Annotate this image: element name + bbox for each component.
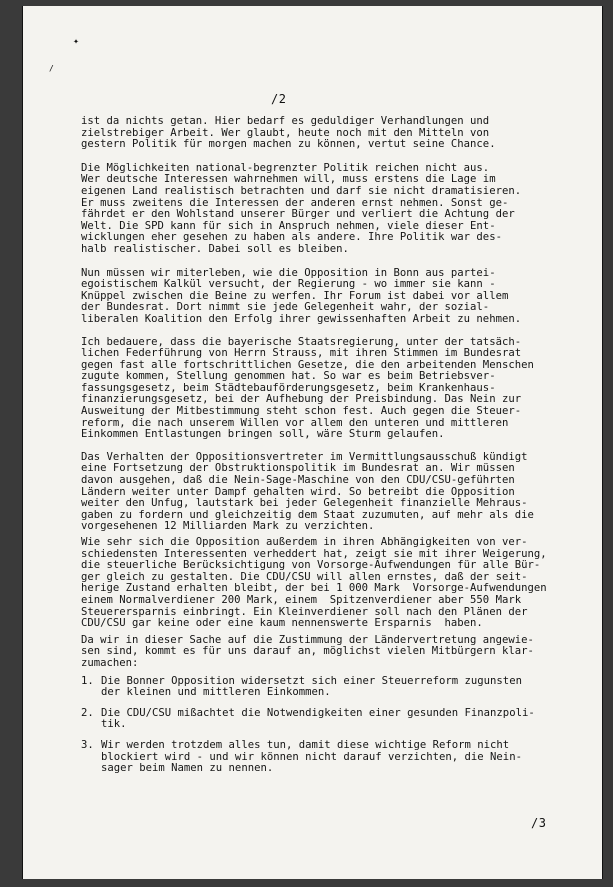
document-page xyxy=(22,6,603,879)
paragraph: Nun müssen wir miterleben, wie die Opposition in Bonn aus partei- egoistischem Kalkül versucht, der Regierung - wo immer sie kann - Knüppel zwischen die Beine zu werfen. Ihr Forum ist dabei vor allem der Bundesrat. Dort nimmt sie jede Gelegenheit wahr, der sozial- liberalen Koalition den Erfolg ihrer gewissenhaften Arbeit zu nehmen. xyxy=(81,266,522,325)
list-item-number: 2. xyxy=(81,706,94,719)
list-item xyxy=(81,708,567,731)
paragraph: Ich bedauere, dass die bayerische Staatsregierung, unter der tatsäch- lichen Federführung von Herrn Strauss, mit ihren Stimmen im Bundesrat gegen fast alle fortschrittlichen Gesetze, die den arbeitenden Menschen zugute kommen, Stellung genommen hat. So war es beim Betriebsver- fassungsgesetz, beim Städtebauförderungsgesetz, beim Krankenhaus- finanzierungsgesetz, bei der Aufhebung der Preisbindung. Das Nein zur Ausweitung der Mitbestimmung steht schon fest. Auch gegen die Steuer- reform, die nach unserem Willen vor allem den unteren und mittleren Einkommen Entlastungen bringen soll, wäre Sturm gelaufen. xyxy=(81,335,534,441)
document-body xyxy=(81,116,567,784)
numbered-list xyxy=(81,676,567,775)
paragraph: Die Möglichkeiten national-begrenzter Politik reichen nicht aus. Wer deutsche Interessen wahrnehmen will, muss erstens die Lage im eigenen Land realistisch betrachten und darf sie nicht dramatisieren. Er muss zweitens die Interessen der anderen ernst nehmen. Sonst ge- fährdet er den Wohlstand unserer Bürger und verliert die Achtung der Welt. Die SPD kann für sich in Anspruch nehmen, viele dieser Ent- wicklungen eher gesehen zu haben als andere. Ihre Politik war des- halb realistischer. Dabei soll es bleiben. xyxy=(81,161,522,255)
paragraph: ist da nichts getan. Hier bedarf es geduldiger Verhandlungen und zielstrebiger Arbeit. Wer glaubt, heute noch mit den Mitteln von gestern Politik für morgen machen zu können, vertut seine Chance. xyxy=(81,115,496,151)
header-page-number: /2 xyxy=(271,92,287,106)
list-item-number: 3. xyxy=(81,738,94,751)
list-item xyxy=(81,740,567,775)
paragraph: Da wir in dieser Sache auf die Zustimmung der Ländervertretung angewie- sen sind, kommt es für uns darauf an, möglichst vielen Mitbürgern klar- zumachen: xyxy=(81,633,534,669)
list-item-text: Die CDU/CSU mißachtet die Notwendigkeiten einer gesunden Finanzpoli- tik. xyxy=(101,706,535,731)
paragraph: Das Verhalten der Oppositionsvertreter im Vermittlungsausschuß kündigt eine Fortsetzung der Obstruktionspolitik im Bundesrat an. Wir müssen davon ausgehen, daß die Nein-Sage-Maschine von den CDU/CSU-geführten Ländern weiter unter Dampf gehalten wird. So betreibt die Opposition weiter den Unfug, lautstark bei jeder Gelegenheit finanzielle Mehraus- gaben zu fordern und gleichzeitig dem Staat zuzumuten, auf mehr als die vorgesehenen 12 Milliarden Mark zu verzichten. xyxy=(81,450,534,533)
paragraph: Wie sehr sich die Opposition außerdem in ihren Abhängigkeiten von ver- schiedensten Interessenten verheddert hat, zeigt sie mit ihrer Weigerung, die steuerliche Berücksichtigung von Vorsorge-Aufwendungen für alle Bür- ger gleich zu gestalten. Die CDU/CSU will allen ernstes, daß der seit- herige Zustand erhalten bleibt, der bei 1 000 Mark Vorsorge-Aufwendungen einem Normalverdiener 200 Mark, einem Spitzenverdiener aber 550 Mark Steuerersparnis einbringt. Ein Kleinverdiener soll nach den Plänen der CDU/CSU gar keine oder eine kaum nennenswerte Ersparnis haben. xyxy=(81,536,547,630)
footer-page-number: /3 xyxy=(531,816,547,830)
punch-mark: ✦ xyxy=(73,36,80,47)
list-item-text: Die Bonner Opposition widersetzt sich einer Steuerreform zugunsten der kleinen und mittleren Einkommen. xyxy=(101,674,522,699)
list-item-number: 1. xyxy=(81,674,94,687)
scan-speck: / xyxy=(49,64,54,73)
list-item-text: Wir werden trotzdem alles tun, damit diese wichtige Reform nicht blockiert wird - und wir können nicht darauf verzichten, die Nein- sager beim Namen zu nennen. xyxy=(101,738,522,775)
list-item xyxy=(81,676,567,699)
